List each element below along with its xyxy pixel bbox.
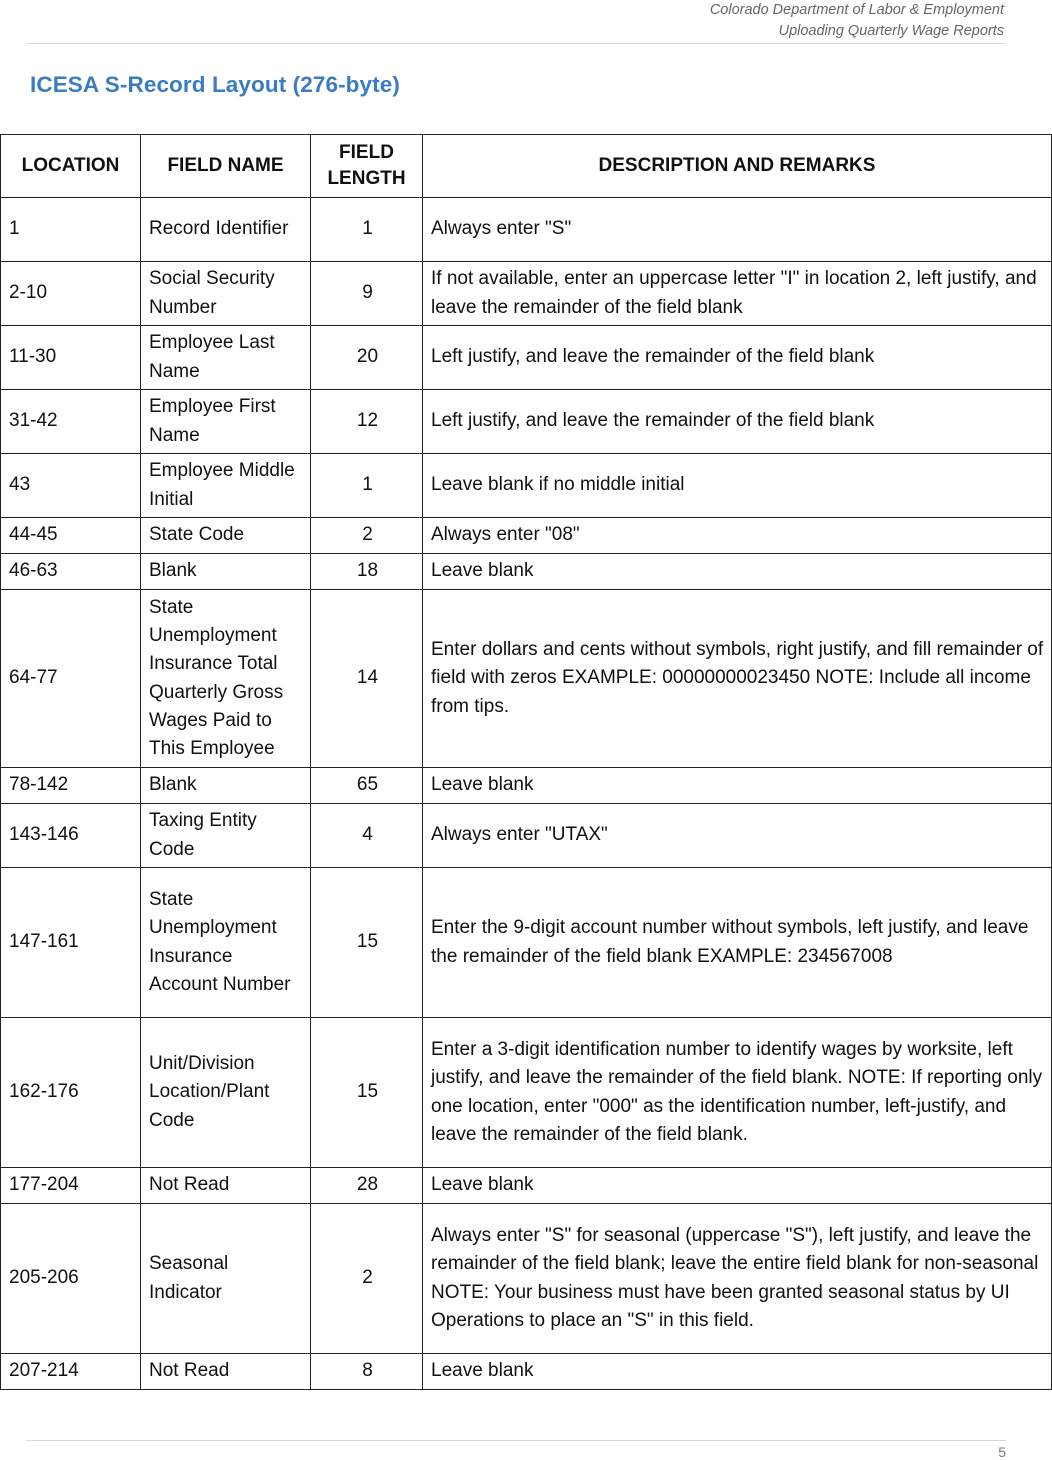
- cell-field-length: 4: [311, 804, 423, 868]
- cell-location: 205-206: [1, 1204, 141, 1354]
- cell-field-name: Not Read: [141, 1168, 311, 1204]
- cell-field-name: Seasonal Indicator: [141, 1204, 311, 1354]
- cell-field-name: Blank: [141, 768, 311, 804]
- cell-location: 46-63: [1, 554, 141, 590]
- cell-description: Left justify, and leave the remainder of the field blank: [423, 326, 1052, 390]
- table-row: [1, 1018, 1052, 1168]
- cell-description: Always enter "UTAX": [423, 804, 1052, 868]
- table-row: [1, 804, 1052, 868]
- cell-field-length: 2: [311, 1204, 423, 1354]
- table-row: [1, 390, 1052, 454]
- cell-field-name: Employee Middle Initial: [141, 454, 311, 518]
- cell-description: Leave blank: [423, 1168, 1052, 1204]
- cell-field-length: 28: [311, 1168, 423, 1204]
- cell-description: If not available, enter an uppercase letter "I" in location 2, left justify, and leave the remainder of the field blank: [423, 262, 1052, 326]
- table-row: [1, 1354, 1052, 1390]
- column-header-field-name: FIELD NAME: [141, 135, 311, 198]
- cell-field-length: 14: [311, 590, 423, 768]
- table-header-row: [1, 135, 1052, 198]
- cell-description: Enter the 9-digit account number without symbols, left justify, and leave the remainder of the field blank EXAMPLE: 234567008: [423, 868, 1052, 1018]
- table-row: [1, 1168, 1052, 1204]
- cell-field-name: Record Identifier: [141, 198, 311, 262]
- table-row: [1, 454, 1052, 518]
- cell-field-name: Social Security Number: [141, 262, 311, 326]
- cell-location: 207-214: [1, 1354, 141, 1390]
- table-row: [1, 262, 1052, 326]
- cell-description: Always enter "S": [423, 198, 1052, 262]
- cell-field-name: Blank: [141, 554, 311, 590]
- table-row: [1, 768, 1052, 804]
- cell-description: Always enter "08": [423, 518, 1052, 554]
- record-layout-table: [0, 134, 1052, 1390]
- table-row: [1, 518, 1052, 554]
- cell-field-name: State Code: [141, 518, 311, 554]
- cell-location: 64-77: [1, 590, 141, 768]
- column-header-location: LOCATION: [1, 135, 141, 198]
- cell-description: Enter a 3-digit identification number to identify wages by worksite, left justify, and leave the remainder of the field blank. NOTE: If reporting only one location, enter "000" as the identification number, left-justify, and leave the remainder of the field blank.: [423, 1018, 1052, 1168]
- cell-location: 1: [1, 198, 141, 262]
- cell-description: Leave blank: [423, 554, 1052, 590]
- cell-location: 2-10: [1, 262, 141, 326]
- cell-field-name: Employee First Name: [141, 390, 311, 454]
- cell-field-length: 65: [311, 768, 423, 804]
- cell-location: 31-42: [1, 390, 141, 454]
- cell-field-length: 1: [311, 198, 423, 262]
- table-row: [1, 326, 1052, 390]
- table-row: [1, 868, 1052, 1018]
- cell-location: 44-45: [1, 518, 141, 554]
- table-row: [1, 590, 1052, 768]
- cell-location: 11-30: [1, 326, 141, 390]
- cell-field-length: 15: [311, 868, 423, 1018]
- header-department: Colorado Department of Labor & Employment: [709, 2, 1004, 18]
- cell-field-length: 18: [311, 554, 423, 590]
- cell-field-length: 1: [311, 454, 423, 518]
- header-document-title: Uploading Quarterly Wage Reports: [778, 23, 1004, 39]
- header-divider: [26, 43, 1006, 44]
- column-header-field-length: FIELD LENGTH: [311, 135, 423, 198]
- cell-field-name: Not Read: [141, 1354, 311, 1390]
- table-row: [1, 198, 1052, 262]
- cell-description: Leave blank if no middle initial: [423, 454, 1052, 518]
- cell-location: 78-142: [1, 768, 141, 804]
- cell-field-length: 8: [311, 1354, 423, 1390]
- cell-field-name: Taxing Entity Code: [141, 804, 311, 868]
- column-header-description: DESCRIPTION AND REMARKS: [423, 135, 1052, 198]
- cell-description: Always enter "S" for seasonal (uppercase "S"), left justify, and leave the remainder of the field blank; leave the entire field blank for non-seasonal NOTE: Your business must have been granted seasonal status by UI Operations to place an "S" in this field.: [423, 1204, 1052, 1354]
- page-number: 5: [998, 1444, 1006, 1460]
- cell-field-name: State Unemployment Insurance Account Number: [141, 868, 311, 1018]
- section-title: ICESA S-Record Layout (276-byte): [30, 72, 400, 97]
- cell-location: 43: [1, 454, 141, 518]
- table-row: [1, 554, 1052, 590]
- cell-location: 162-176: [1, 1018, 141, 1168]
- cell-description: Leave blank: [423, 1354, 1052, 1390]
- cell-location: 147-161: [1, 868, 141, 1018]
- cell-field-name: State Unemployment Insurance Total Quarterly Gross Wages Paid to This Employee: [141, 590, 311, 768]
- cell-location: 143-146: [1, 804, 141, 868]
- cell-field-name: Unit/Division Location/Plant Code: [141, 1018, 311, 1168]
- table-body: [1, 198, 1052, 1390]
- cell-description: Enter dollars and cents without symbols, right justify, and fill remainder of field with zeros EXAMPLE: 00000000023450 NOTE: Include all income from tips.: [423, 590, 1052, 768]
- cell-description: Leave blank: [423, 768, 1052, 804]
- cell-field-length: 2: [311, 518, 423, 554]
- cell-field-length: 20: [311, 326, 423, 390]
- footer-divider: [26, 1440, 1006, 1441]
- cell-description: Left justify, and leave the remainder of the field blank: [423, 390, 1052, 454]
- page-header: [710, 0, 1004, 42]
- cell-field-length: 12: [311, 390, 423, 454]
- cell-field-length: 9: [311, 262, 423, 326]
- cell-field-length: 15: [311, 1018, 423, 1168]
- cell-field-name: Employee Last Name: [141, 326, 311, 390]
- table-row: [1, 1204, 1052, 1354]
- cell-location: 177-204: [1, 1168, 141, 1204]
